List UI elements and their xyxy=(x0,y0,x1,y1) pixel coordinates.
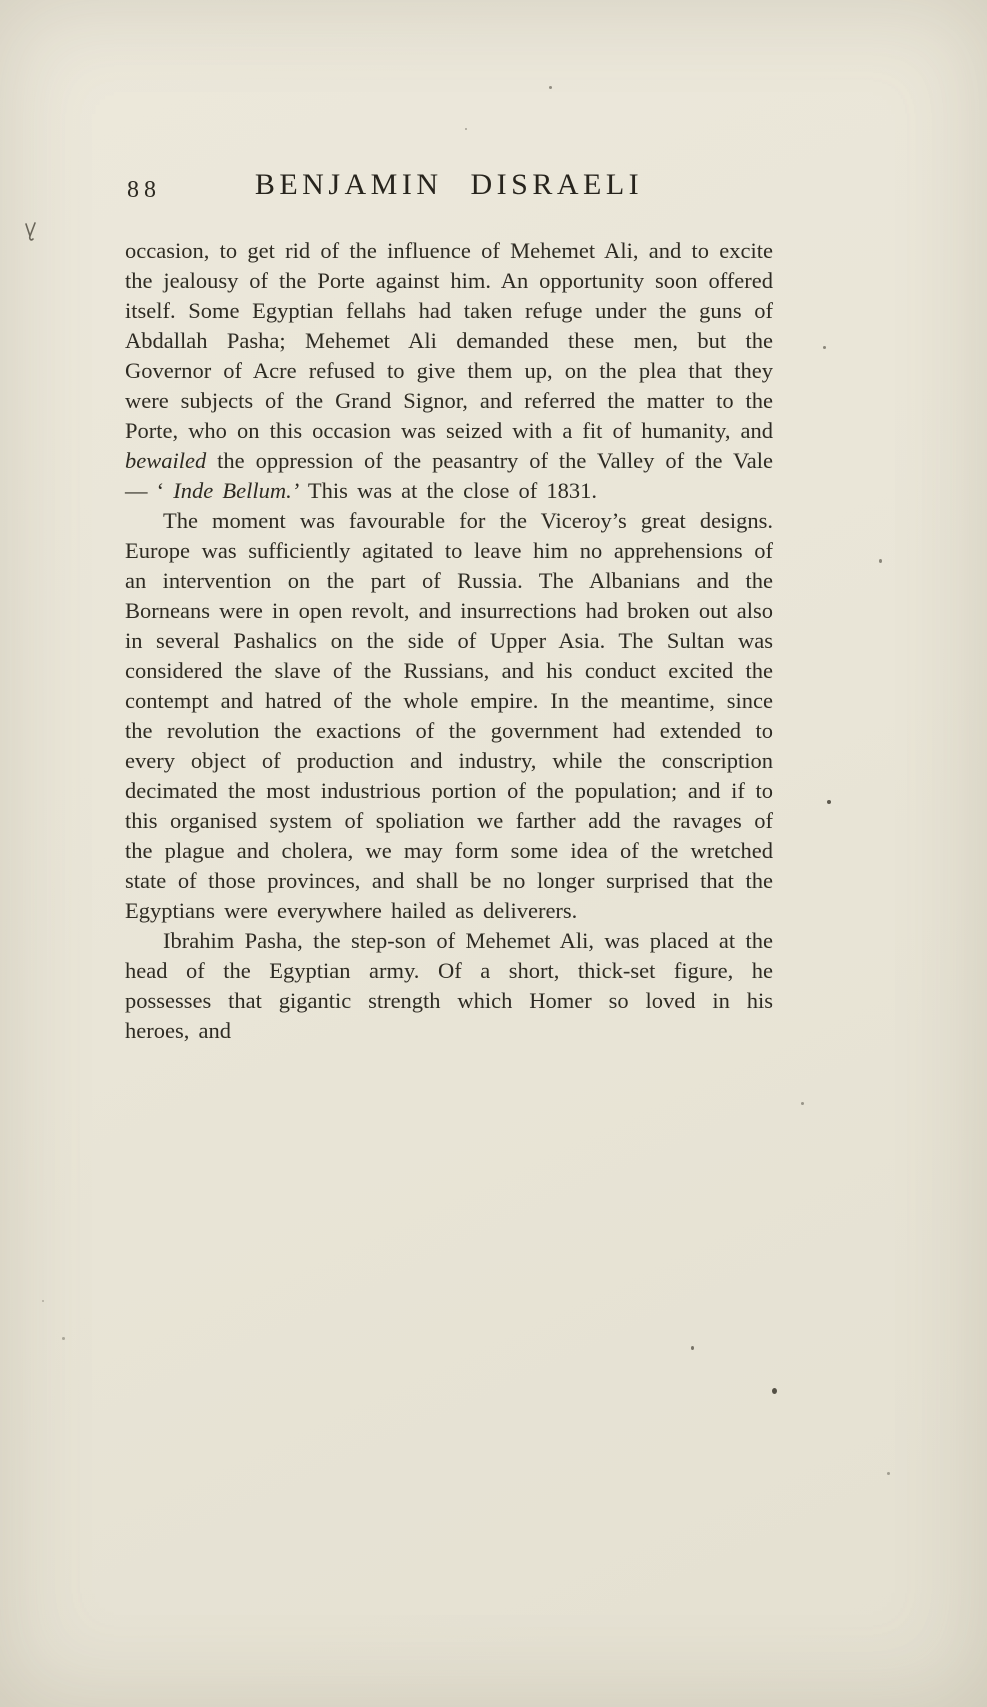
paragraph-1-text: occasion, to get rid of the influence of Mehemet Ali, and to excite the jealousy of the Porte against him. An opportunity soon offered itself. Some Egyptian fellahs had taken refuge under the guns of Abdallah Pasha; Mehemet Ali demanded these men, but the Governor of Acre refused to give them up, on the plea that they were subjects of the Grand Signor, and referred the matter to the Porte, who on this occasion was seized with a fit of humanity, and xyxy=(125,238,773,443)
paragraph-1-text: the oppression of the peasantry of the Valley of the Vale — ‘ xyxy=(125,448,773,503)
ink-speck xyxy=(62,1337,65,1340)
page-header xyxy=(125,168,773,216)
handwritten-margin-mark xyxy=(23,221,39,243)
ink-speck xyxy=(879,559,882,563)
ink-speck xyxy=(549,86,552,89)
italic-phrase-inde-bellum: Inde Bellum.’ xyxy=(173,478,300,503)
italic-word-bewailed: bewailed xyxy=(125,448,207,473)
paragraph-1 xyxy=(125,236,773,506)
paragraph-3: Ibrahim Pasha, the step-son of Mehemet Ali, was placed at the head of the Egyptian army. Of a short, thick-set figure, he possesses that gigantic strength which Homer so loved in his heroes, and xyxy=(125,928,773,1043)
paragraph-1-text: This was at the close of 1831. xyxy=(299,478,598,503)
ink-speck xyxy=(691,1346,694,1350)
text-column xyxy=(125,168,773,1046)
ink-speck xyxy=(42,1300,44,1302)
page-number: 88 xyxy=(127,177,161,203)
ink-speck xyxy=(887,1472,890,1475)
ink-speck xyxy=(465,128,467,130)
paragraph-2: The moment was favourable for the Viceroy’s great designs. Europe was sufficiently agitated to leave him no apprehensions of an intervention on the part of Russia. The Albanians and the Borneans were in open revolt, and insurrections had broken out also in several Pashalics on the side of Upper Asia. The Sultan was considered the slave of the Russians, and his conduct excited the contempt and hatred of the whole empire. In the meantime, since the revolution the exactions of the government had extended to every object of production and industry, while the conscription decimated the most industrious portion of the population; and if to this organised system of spoliation we farther add the ravages of the plague and cholera, we may form some idea of the wretched state of those provinces, and shall be no longer surprised that the Egyptians were everywhere hailed as deliverers. xyxy=(125,508,773,923)
running-head-title: BENJAMIN DISRAELI xyxy=(254,168,644,201)
ink-speck xyxy=(827,800,831,804)
ink-speck xyxy=(772,1388,777,1394)
ink-speck xyxy=(801,1102,804,1105)
ink-speck xyxy=(823,346,826,349)
